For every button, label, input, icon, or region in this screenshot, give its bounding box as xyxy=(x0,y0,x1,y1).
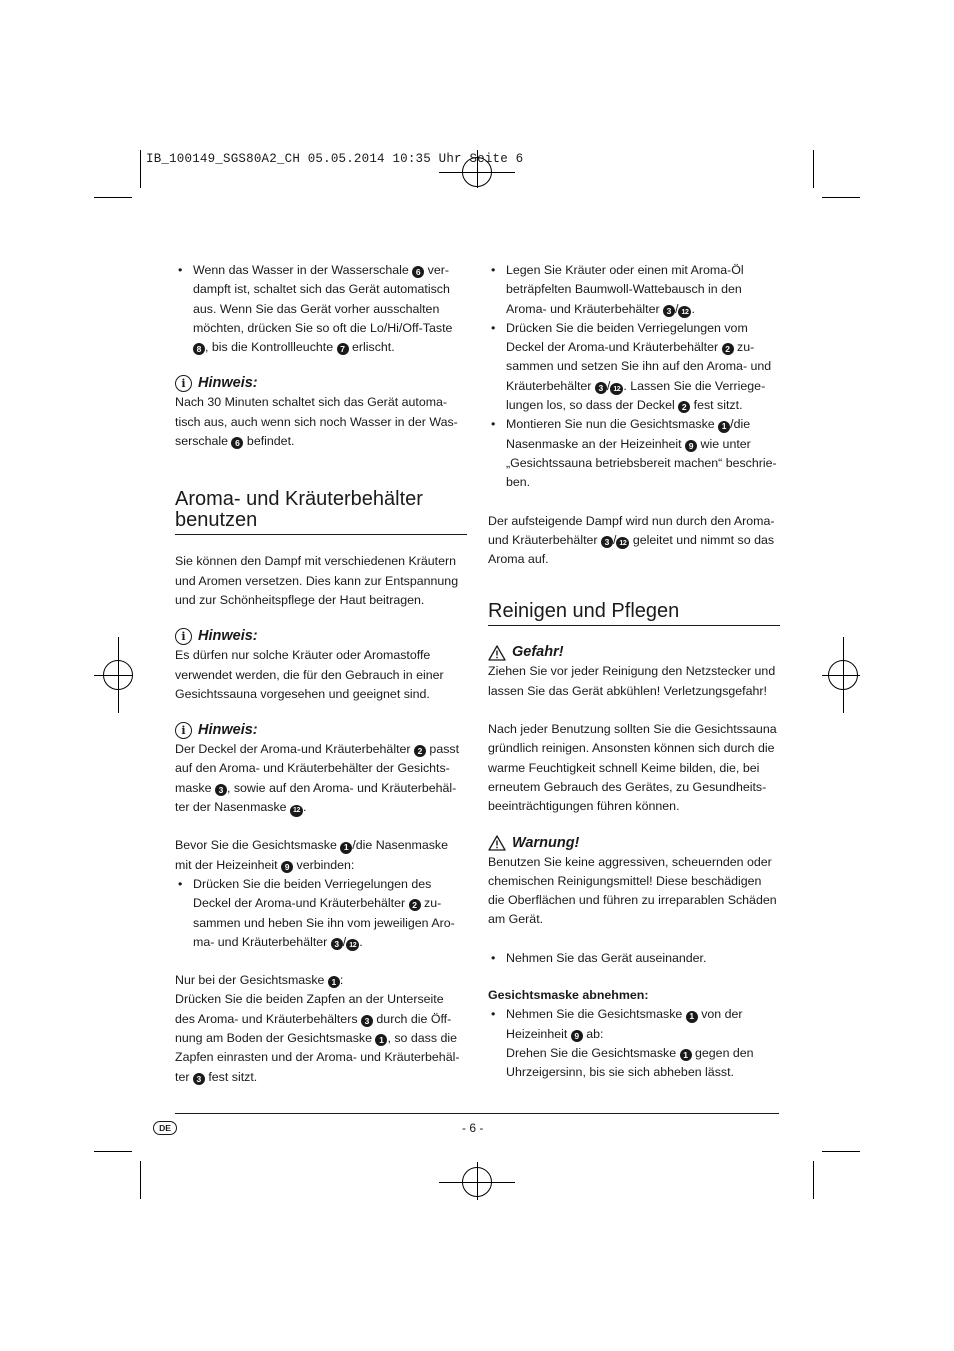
note-label: Hinweis: xyxy=(198,722,258,739)
note-label: Hinweis: xyxy=(198,375,258,392)
page-number: - 6 - xyxy=(462,1121,484,1135)
reference-number-badge: 12 xyxy=(616,537,629,549)
reference-number-badge: 3 xyxy=(595,382,607,394)
note-text: Nach 30 Minuten schaltet sich das Gerät automa-tisch aus, auch wenn sich noch Wasser in der Was-serschale 6 befindet. xyxy=(175,395,458,449)
reference-number-badge: 1 xyxy=(680,1049,692,1061)
note-text: Es dürfen nur solche Kräuter oder Aromastoffe verwendet werden, die für den Gebrauch in einer Gesichtssauna vorgesehen und geeignet sind. xyxy=(175,648,444,701)
warning-triangle-icon xyxy=(488,645,506,661)
subheading: Gesichtsmaske abnehmen: xyxy=(488,988,649,1003)
reference-number-badge: 3 xyxy=(215,784,227,796)
reference-number-badge: 2 xyxy=(678,401,690,413)
registration-mark xyxy=(477,1162,478,1200)
section-heading xyxy=(175,489,467,535)
warning-text: Benutzen Sie keine aggressiven, scheuernden oder chemischen Reinigungsmittel! Diese beschädigen die Oberflächen und führen zu irreparablen Schäden am Gerät. xyxy=(488,854,777,927)
note-label: Hinweis: xyxy=(198,628,258,645)
list-item: • Nehmen Sie das Gerät auseinander. xyxy=(488,949,780,968)
list-item: • Drücken Sie die beiden Verriegelungen vom Deckel der Aroma-und Kräuterbehälter 2 zu-sammen und setzen Sie ihn auf den Aroma- und Kräuterbehälter 3 / 12 . Lassen Sie die Verriege-lungen los, so dass der Deckel 2 fest sitzt. xyxy=(488,319,780,415)
reference-number-badge: 1 xyxy=(328,976,340,988)
print-slug-line: IB_100149_SGS80A2_CH 05.05.2014 10:35 Uhr Seite 6 xyxy=(146,152,524,166)
info-icon: i xyxy=(175,375,192,392)
body-text: Nach jeder Benutzung sollten Sie die Gesichtssauna gründlich reinigen. Ansonsten können sich durch die warme Feuchtigkeit schnell Keime bilden, die, bei erneutem Gebrauch des Gerätes, zu Gesundheits-beeinträchtigungen führen können. xyxy=(488,722,777,814)
reference-number-badge: 1 xyxy=(686,1011,698,1023)
section-heading xyxy=(488,601,780,626)
reference-number-badge: 9 xyxy=(685,440,697,452)
reference-number-badge: 3 xyxy=(331,938,343,950)
intro-text: Sie können den Dampf mit verschiedenen Kräutern und Aromen versetzen. Dies kann zur Entspannung und zur Schönheitspflege der Haut beitragen. xyxy=(175,554,459,607)
crop-mark xyxy=(94,197,132,198)
reference-number-badge: 7 xyxy=(337,343,349,355)
crop-mark xyxy=(813,1161,814,1199)
note-text: Der Deckel der Aroma-und Kräuterbehälter 2 passt auf den Aroma- und Kräuterbehälter der Gesichts-maske 3 , sowie auf den Aroma- und Kräuterbehäl-ter der Nasenmaske 12 . xyxy=(175,740,467,817)
left-column xyxy=(175,261,467,1087)
registration-mark xyxy=(94,675,132,676)
reference-number-badge: 6 xyxy=(231,437,243,449)
registration-mark xyxy=(118,637,119,713)
crop-mark xyxy=(94,1151,132,1152)
body-text: Drehen Sie die Gesichtsmaske 1 gegen den Uhrzeigersinn, bis sie sich abheben lässt. xyxy=(506,1045,754,1080)
reference-number-badge: 12 xyxy=(678,306,691,318)
note-heading xyxy=(175,627,467,646)
language-badge: DE xyxy=(153,1121,177,1135)
body-text: Bevor Sie die Gesichtsmaske 1 /die Nasenmaske mit der Heizeinheit 9 verbinden: xyxy=(175,838,449,872)
note-heading xyxy=(175,721,467,740)
reference-number-badge: 3 xyxy=(361,1015,373,1027)
registration-mark xyxy=(822,675,860,676)
list-item: • Legen Sie Kräuter oder einen mit Aroma-Öl beträpfelten Baumwoll-Wattebausch in den Aroma- und Kräuterbehälter 3 / 12 . xyxy=(488,261,780,319)
reference-number-badge: 9 xyxy=(571,1030,583,1042)
reference-number-badge: 1 xyxy=(375,1034,387,1046)
reference-number-badge: 2 xyxy=(722,343,734,355)
danger-label: Gefahr! xyxy=(512,644,564,661)
reference-number-badge: 2 xyxy=(414,745,426,757)
crop-mark xyxy=(822,1151,860,1152)
info-icon: i xyxy=(175,722,192,739)
body-text: Drücken Sie die beiden Zapfen an der Unterseite des Aroma- und Kräuterbehälters 3 durch die Öff-nung am Boden der Gesichtsmaske 1 , so dass die Zapfen einrasten und der Aroma- und Kräuterbehäl-ter 3 fest sitzt. xyxy=(175,992,460,1084)
reference-number-badge: 12 xyxy=(290,805,303,817)
reference-number-badge: 3 xyxy=(663,305,675,317)
reference-number-badge: 12 xyxy=(610,383,623,395)
crop-mark xyxy=(140,150,141,188)
section-title: Aroma- und Kräuterbehälter benutzen xyxy=(175,488,423,532)
danger-text: Ziehen Sie vor jeder Reinigung den Netzstecker und lassen Sie das Gerät abkühlen! Verletzungsgefahr! xyxy=(488,664,776,698)
list-item: • Wenn das Wasser in der Wasserschale 6 ver-dampft ist, schaltet sich das Gerät automatisch aus. Wenn Sie das Gerät vorher ausschalten möchten, drücken Sie so oft die Lo/Hi/Off-Taste 8 , bis die Kontrollleuchte 7 erlischt. xyxy=(175,261,467,357)
section-title: Reinigen und Pflegen xyxy=(488,600,680,623)
list-item: • Drücken Sie die beiden Verriegelungen des Deckel der Aroma-und Kräuterbehälter 2 zu-sammen und heben Sie ihn vom jeweiligen Aro-ma- und Kräuterbehälter 3 / 12 . xyxy=(175,875,467,952)
crop-mark xyxy=(140,1161,141,1199)
note-heading xyxy=(175,374,467,393)
reference-number-badge: 1 xyxy=(718,421,730,433)
danger-heading xyxy=(488,643,780,662)
body-text: Nur bei der Gesichtsmaske 1 : xyxy=(175,973,344,988)
warning-heading xyxy=(488,834,780,853)
reference-number-badge: 3 xyxy=(193,1073,205,1085)
list-item: • Montieren Sie nun die Gesichtsmaske 1 /die Nasenmaske an der Heizeinheit 9 wie unter „Gesichtssauna betriebsbereit machen“ beschrie-ben. xyxy=(488,415,780,492)
reference-number-badge: 1 xyxy=(340,842,352,854)
warning-triangle-icon xyxy=(488,835,506,851)
right-column xyxy=(488,261,780,1083)
reference-number-badge: 6 xyxy=(412,266,424,278)
reference-number-badge: 9 xyxy=(281,861,293,873)
registration-mark xyxy=(843,637,844,713)
reference-number-badge: 3 xyxy=(601,536,613,548)
list-item: • Nehmen Sie die Gesichtsmaske 1 von der Heizeinheit 9 ab: xyxy=(488,1005,780,1044)
warning-label: Warnung! xyxy=(512,834,580,851)
body-text: Der aufsteigende Dampf wird nun durch den Aroma- und Kräuterbehälter 3 / 12 geleitet und nimmt so das Aroma auf. xyxy=(488,513,775,567)
info-icon: i xyxy=(175,628,192,645)
reference-number-badge: 8 xyxy=(193,343,205,355)
footer-rule xyxy=(175,1113,779,1114)
crop-mark xyxy=(813,150,814,188)
crop-mark xyxy=(822,197,860,198)
reference-number-badge: 12 xyxy=(346,939,359,951)
reference-number-badge: 2 xyxy=(409,899,421,911)
